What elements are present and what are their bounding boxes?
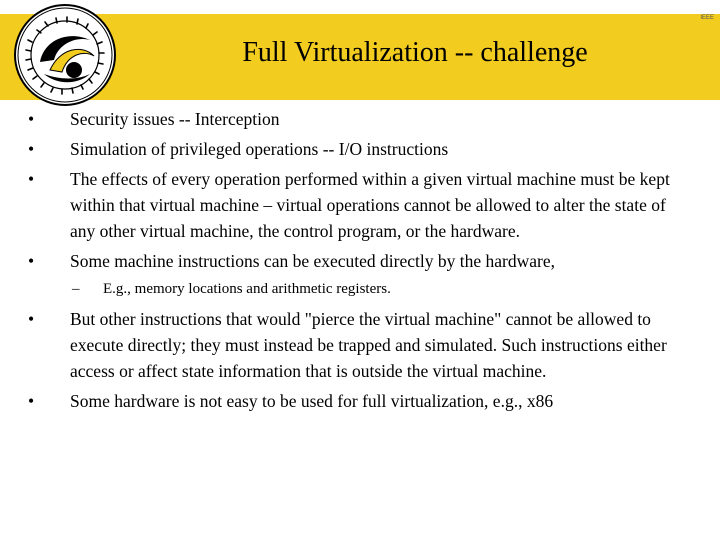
corner-text: IEEE: [700, 15, 714, 21]
bullet-text: The effects of every operation performed within a given virtual machine must be kept within that virtual machine – virtual operations cannot be allowed to alter the state of any other virtual machine, the control program, or the hardware.: [70, 169, 670, 241]
bullet-list: [28, 106, 688, 414]
bullet-text: Some hardware is not easy to be used for full virtualization, e.g., x86: [70, 391, 554, 411]
bullet-marker: •: [28, 251, 35, 271]
bullet-text: Simulation of privileged operations -- I/O instructions: [70, 139, 449, 159]
seal-graphic: [10, 0, 120, 110]
bullet-text: But other instructions that would "pierce the virtual machine" cannot be allowed to execute directly; they must instead be trapped and simulated. Such instructions either access or affect state information that is outside the virtual machine.: [70, 309, 667, 381]
bullet-marker: •: [28, 309, 35, 329]
bullet-item: [28, 248, 688, 274]
bullet-item: [28, 106, 688, 132]
bullet-item: [28, 166, 688, 244]
bullet-text: Some machine instructions can be executed directly by the hardware,: [70, 251, 555, 271]
university-seal-logo: [10, 0, 120, 110]
bullet-item: [28, 306, 688, 384]
bullet-text: Security issues -- Interception: [70, 109, 280, 129]
sub-bullet-item: [28, 278, 688, 300]
bullet-marker: •: [28, 169, 35, 189]
bullet-marker: •: [28, 391, 35, 411]
slide-content: [28, 106, 688, 418]
sub-bullet-marker: –: [72, 281, 80, 297]
bullet-marker: •: [28, 139, 35, 159]
sub-bullet-text: E.g., memory locations and arithmetic registers.: [103, 281, 391, 297]
bullet-item: [28, 136, 688, 162]
slide-title: Full Virtualization -- challenge: [242, 37, 588, 68]
bullet-item: [28, 388, 688, 414]
bullet-marker: •: [28, 109, 35, 129]
